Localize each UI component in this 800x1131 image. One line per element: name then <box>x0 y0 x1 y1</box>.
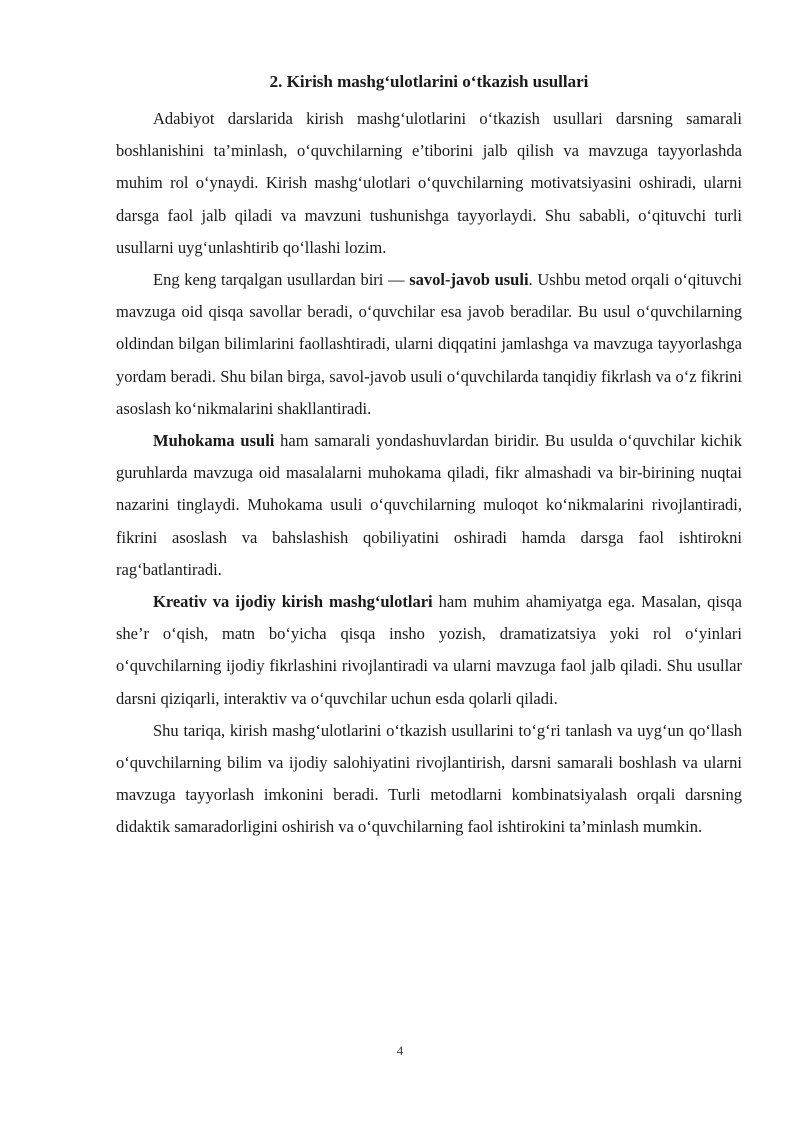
paragraph-text: ham samarali yondashuvlardan biridir. Bu usulda o‘quvchilar kichik guruhlarda mavzuga oid masalalarni muhokama qiladi, fikr almashadi va bir-birining nuqtai nazarini tinglaydi. Muhokama usuli o‘quvchilarning muloqot ko‘nikmalarini rivojlantiradi, fikrini asoslash va bahslashish qobiliyatini oshiradi hamda darsga faol ishtirokni rag‘batlantiradi. <box>116 431 742 579</box>
paragraph-text: . Ushbu metod orqali o‘qituvchi mavzuga oid qisqa savollar beradi, o‘quvchilar esa javob beradilar. Bu usul o‘quvchilarning oldindan bilgan bilimlarini faollashtiradi, ularni diqqatini jamlashga va mavzuga tayyorlashga yordam beradi. Shu bilan birga, savol-javob usuli o‘quvchilarda tanqidiy fikrlash va o‘z fikrini asoslash ko‘nikmalarini shakllantiradi. <box>116 270 742 418</box>
paragraph-text: ham muhim ahamiyatga ega. Masalan, qisqa she’r o‘qish, matn bo‘yicha qisqa insho yozish, dramatizatsiya yoki rol o‘yinlari o‘quvchilarning ijodiy fikrlashini rivojlantiradi va ularni mavzuga faol jalb qiladi. Shu usullar darsni qiziqarli, interaktiv va o‘quvchilar uchun esda qolarli qiladi. <box>116 592 742 708</box>
paragraph-text: Shu tariqa, kirish mashg‘ulotlarini o‘tkazish usullarini to‘g‘ri tanlash va uyg‘un qo‘llash o‘quvchilarning bilim va ijodiy salohiyatini rivojlantirish, darsni samarali boshlash va ularni mavzuga tayyorlash imkonini beradi. Turli metodlarni kombinatsiyalash orqali darsning didaktik samaradorligini oshirish va o‘quvchilarning faol ishtirokini ta’minlash mumkin. <box>116 720 742 837</box>
paragraph-conclusion <box>116 715 742 844</box>
paragraph-question-answer <box>116 264 742 425</box>
paragraph-creative <box>116 586 742 715</box>
document-page <box>116 70 742 844</box>
page-number: 4 <box>396 1043 404 1058</box>
paragraph-text: Eng keng tarqalgan usullardan biri — <box>153 270 410 290</box>
paragraph-text: Adabiyot darslarida kirish mashg‘ulotlarini o‘tkazish usullari darsning samarali boshlanishini ta’minlash, o‘quvchilarning e’tiborini jalb qilish va mavzuga tayyorlashda muhim rol o‘ynaydi. Kirish mashg‘ulotlari o‘quvchilarning motivatsiyasini oshiradi, ularni darsga faol jalb qiladi va mavzuni tushunishga tayyorlaydi. Shu sababli, o‘qituvchi turli usullarni uyg‘unlashtirib qo‘llashi lozim. <box>116 109 742 257</box>
term-highlight: savol-javob usuli <box>409 270 529 290</box>
term-highlight: Muhokama usuli <box>153 431 275 451</box>
term-highlight: Kreativ va ijodiy kirish mashg‘ulotlari <box>153 592 433 612</box>
paragraph-discussion <box>116 425 742 586</box>
paragraph-intro <box>116 103 742 264</box>
section-heading: 2. Kirish mashg‘ulotlarini o‘tkazish usullari <box>269 72 589 91</box>
